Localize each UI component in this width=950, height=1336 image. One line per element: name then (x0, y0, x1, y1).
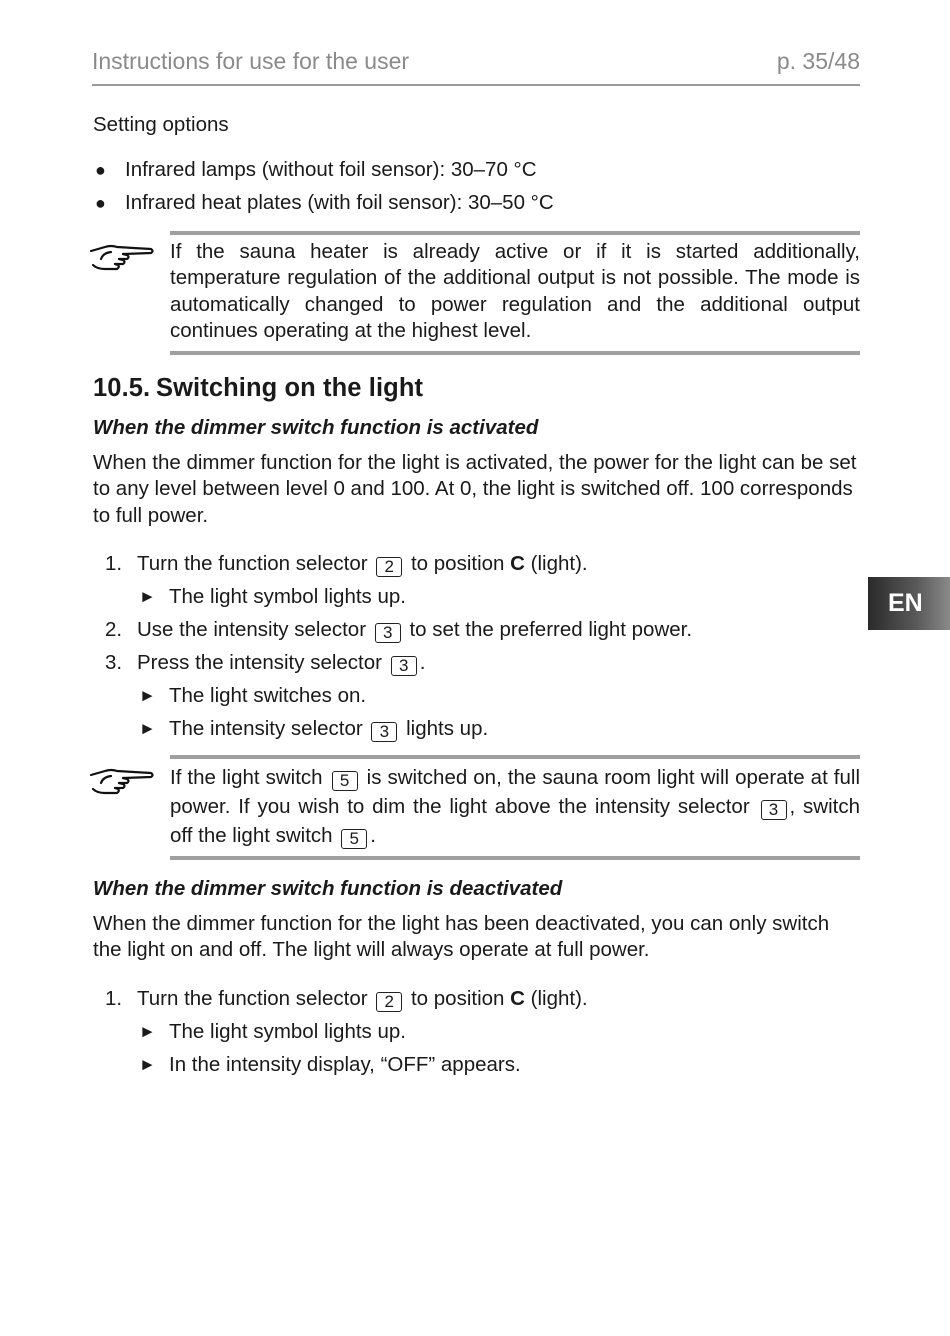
arrow-icon: ► (139, 587, 156, 606)
arrow-icon: ► (139, 1021, 156, 1041)
list-item: ● Infrared heat plates (with foil sensor): 30–50 °C (95, 190, 554, 214)
activated-steps (93, 547, 860, 745)
page-content (93, 112, 860, 1081)
result-item: ► The intensity selector 3 lights up. (93, 712, 860, 745)
note-box (93, 755, 860, 860)
page-number: p. 35/48 (776, 48, 860, 74)
step-item: 1. Turn the function selector 2 to position C (light). (105, 552, 588, 576)
section-title: Switching on the light (156, 373, 424, 402)
note-box (93, 231, 860, 355)
result-item: ► The light switches on. (93, 679, 860, 712)
dimmer-deactivated-intro: When the dimmer function for the light has been deactivated, you can only switch the light on and off. The light will always operate at full power. (93, 911, 830, 961)
key-badge: 3 (391, 656, 417, 676)
bullet-icon: ● (95, 192, 106, 213)
key-badge: 2 (376, 557, 402, 577)
key-badge: 5 (341, 829, 367, 849)
list-item: ● Infrared lamps (without foil sensor): 30–70 °C (95, 157, 537, 181)
arrow-icon: ► (139, 719, 156, 738)
setting-options-label: Setting options (93, 113, 229, 136)
header-title: Instructions for use for the user (92, 48, 410, 74)
step-item: 3. Press the intensity selector 3 . (105, 651, 426, 675)
step-item: 2. Use the intensity selector 3 to set the preferred light power. (105, 618, 693, 642)
language-tab: EN (868, 577, 950, 630)
pointing-hand-icon (89, 763, 155, 797)
key-badge: 3 (375, 623, 401, 643)
result-item: ► In the intensity display, “OFF” appears. (93, 1048, 860, 1081)
key-badge: 3 (761, 800, 787, 820)
section-heading (93, 375, 860, 402)
key-badge: 3 (371, 722, 397, 742)
dimmer-activated-intro: When the dimmer function for the light is activated, the power for the light can be set to any level between level 0 and 100. At 0, the light is switched off. 100 corresponds to full power. (93, 450, 857, 527)
key-badge: 5 (332, 771, 358, 791)
result-item: ► The light symbol lights up. (93, 1015, 860, 1048)
setting-options-list (93, 157, 860, 223)
key-badge: 2 (376, 992, 402, 1012)
note-content (170, 231, 860, 355)
section-number: 10.5. (93, 373, 151, 402)
dimmer-activated-heading: When the dimmer switch function is activated (93, 416, 539, 439)
arrow-icon: ► (139, 686, 156, 705)
note-text: If the sauna heater is already active or if it is started additionally, temperature regulation of the additional output is not possible. The mode is automatically changed to power regulation and the additional output continues operating at the highest level. (170, 239, 860, 342)
arrow-icon: ► (139, 1054, 156, 1074)
dimmer-deactivated-heading: When the dimmer switch function is deactivated (93, 877, 563, 900)
pointing-hand-icon (89, 239, 155, 273)
note-text: If the light switch 5 is switched on, the sauna room light will operate at full power. If you wish to dim the light above the intensity selector 3 , switch off the light switch 5 . (170, 766, 861, 848)
deactivated-steps (93, 982, 860, 1081)
note-content (170, 755, 860, 860)
step-item: 1. Turn the function selector 2 to position C (light). (105, 986, 588, 1011)
result-item: ► The light symbol lights up. (93, 580, 860, 613)
bullet-icon: ● (95, 159, 106, 180)
page-header (92, 48, 860, 86)
